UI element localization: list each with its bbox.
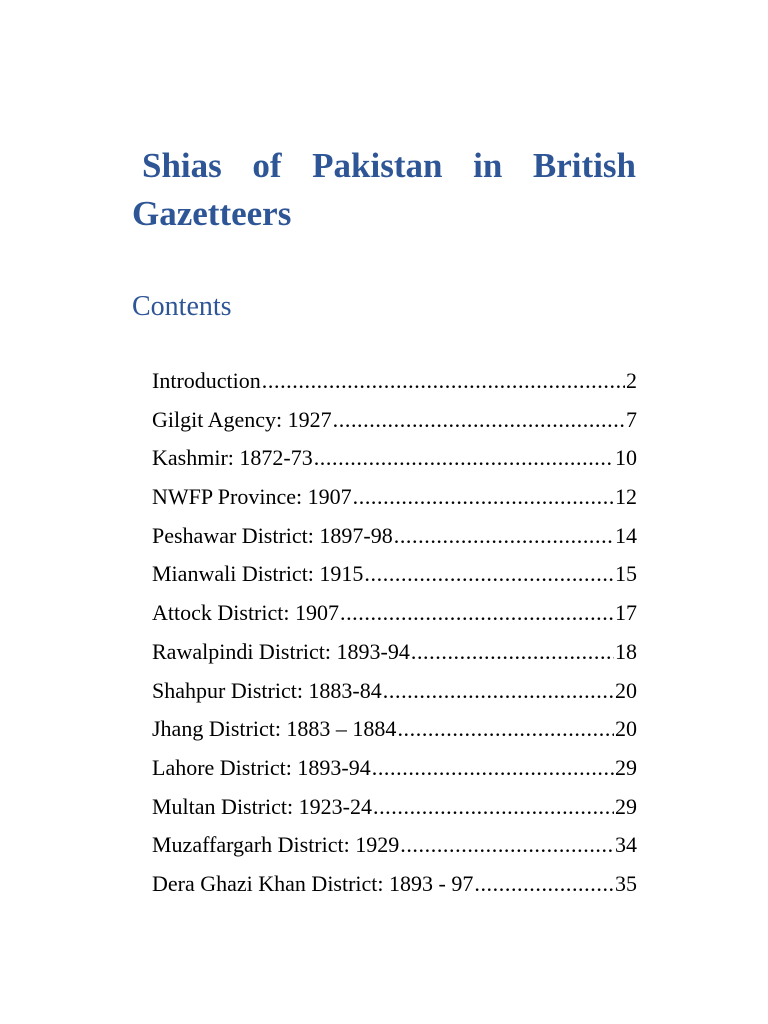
toc-entry-label: Attock District: 1907: [152, 600, 339, 626]
toc-entry-label: Multan District: 1923-24: [152, 793, 372, 819]
toc-entry[interactable]: [152, 865, 637, 904]
toc-entry-page-number: 20: [615, 677, 637, 703]
toc-entry-page-number: 18: [615, 638, 637, 664]
toc-dot-leader: [372, 749, 614, 788]
toc-entry[interactable]: [152, 362, 637, 401]
toc-entry-label: Rawalpindi District: 1893-94: [152, 638, 410, 664]
toc-entry-label: Peshawar District: 1897-98: [152, 522, 393, 548]
toc-entry-label: Jhang District: 1883 – 1884: [152, 716, 397, 742]
toc-dot-leader: [314, 439, 614, 478]
toc-dot-leader: [383, 672, 614, 711]
contents-heading: Contents: [132, 291, 232, 322]
toc-entry[interactable]: [152, 749, 637, 788]
toc-entry-page-number: 10: [615, 445, 637, 471]
toc-dot-leader: [262, 362, 625, 401]
toc-entry-page-number: 35: [615, 870, 637, 896]
toc-entry-page-number: 7: [626, 406, 637, 432]
toc-entry-page-number: 29: [615, 754, 637, 780]
toc-entry-page-number: 17: [615, 600, 637, 626]
toc-entry[interactable]: [152, 517, 637, 556]
toc-entry[interactable]: [152, 826, 637, 865]
toc-entry[interactable]: [152, 710, 637, 749]
toc-entry[interactable]: [152, 401, 637, 440]
toc-entry[interactable]: [152, 439, 637, 478]
toc-entry-page-number: 20: [615, 716, 637, 742]
toc-entry[interactable]: [152, 672, 637, 711]
toc-entry-label: Gilgit Agency: 1927: [152, 406, 332, 432]
toc-entry[interactable]: [152, 633, 637, 672]
toc-entry-label: Mianwali District: 1915: [152, 561, 364, 587]
toc-entry-label: Introduction: [152, 368, 261, 393]
document-title-line-2: Gazetteers: [132, 194, 292, 233]
toc-dot-leader: [353, 478, 614, 517]
table-of-contents: [152, 362, 637, 904]
toc-entry-page-number: 12: [615, 484, 637, 510]
toc-entry-label: Shahpur District: 1883-84: [152, 677, 382, 703]
toc-entry[interactable]: [152, 788, 637, 827]
toc-dot-leader: [474, 865, 614, 904]
toc-entry-page-number: 15: [615, 561, 637, 587]
toc-dot-leader: [333, 401, 625, 440]
toc-entry-label: Muzaffargarh District: 1929: [152, 832, 400, 858]
toc-entry[interactable]: [152, 555, 637, 594]
toc-entry-label: Dera Ghazi Khan District: 1893 - 97: [152, 870, 474, 896]
toc-entry-page-number: 34: [615, 832, 637, 858]
toc-entry-page-number: 2: [626, 368, 637, 393]
toc-entry-page-number: 29: [615, 793, 637, 819]
toc-dot-leader: [400, 826, 614, 865]
toc-entry[interactable]: [152, 594, 637, 633]
toc-entry-label: NWFP Province: 1907: [152, 484, 352, 510]
document-title-line-1: Shias of Pakistan in British: [142, 146, 636, 185]
toc-dot-leader: [364, 555, 614, 594]
toc-dot-leader: [340, 594, 614, 633]
toc-entry-page-number: 14: [615, 522, 637, 548]
toc-entry-label: Kashmir: 1872-73: [152, 445, 313, 471]
toc-dot-leader: [373, 788, 614, 827]
toc-dot-leader: [397, 710, 614, 749]
document-title: [132, 142, 636, 238]
toc-entry[interactable]: [152, 478, 637, 517]
toc-dot-leader: [411, 633, 614, 672]
toc-entry-label: Lahore District: 1893-94: [152, 754, 371, 780]
toc-dot-leader: [394, 517, 614, 556]
